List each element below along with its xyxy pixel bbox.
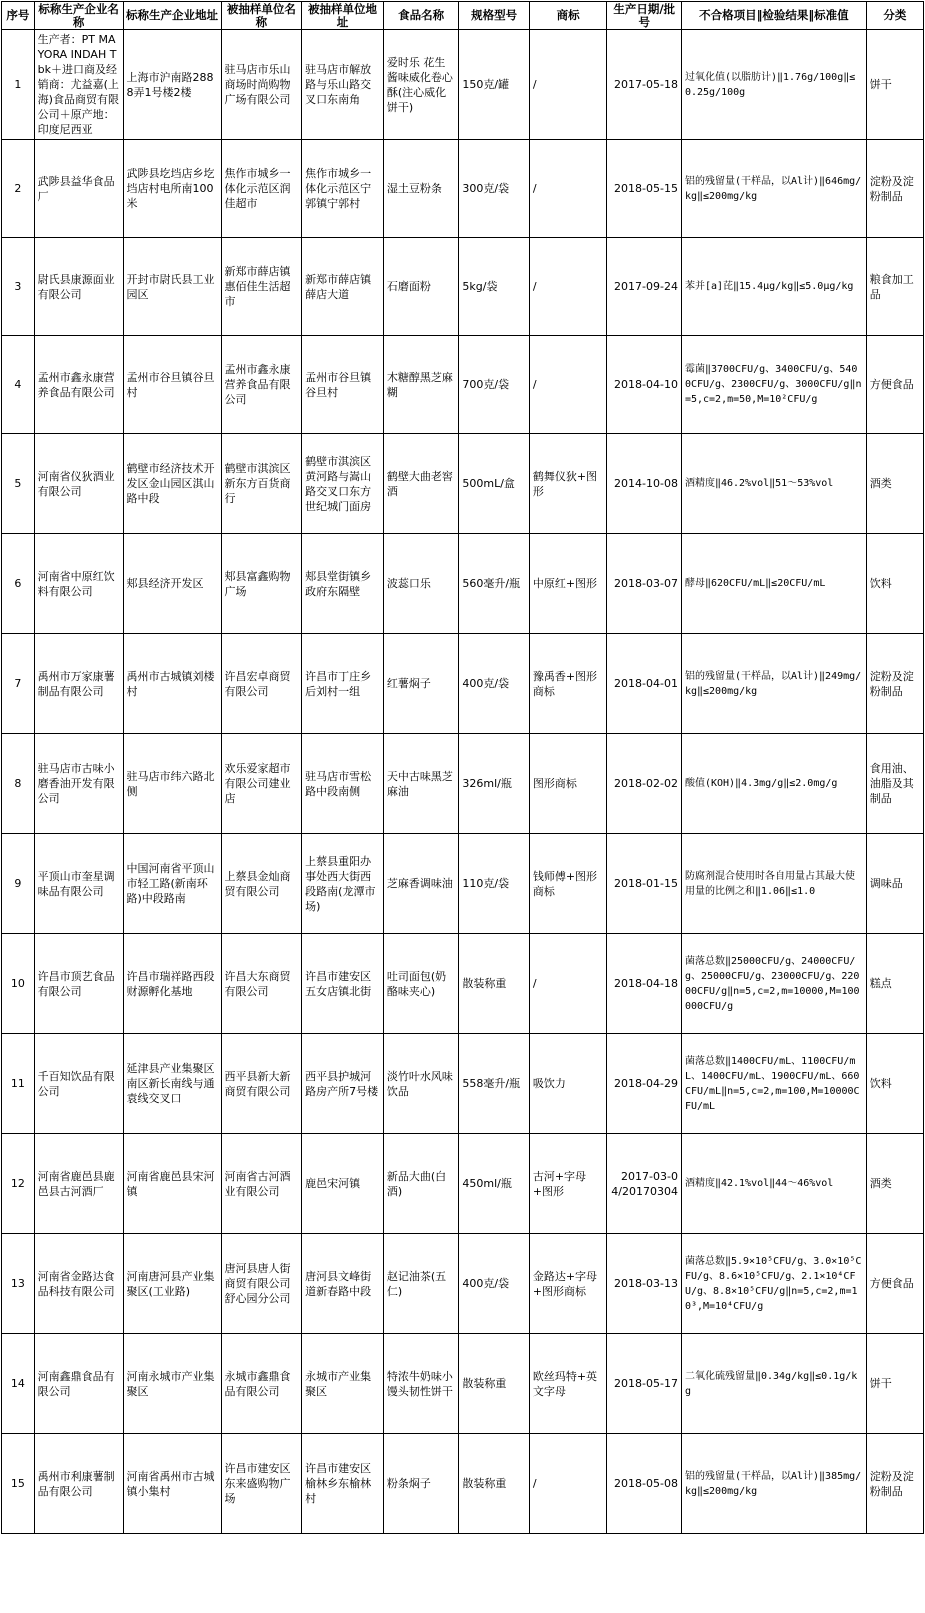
cell-index: 12: [2, 1134, 35, 1234]
cell-category: 酒类: [866, 434, 923, 534]
cell-sampled-unit-address: 西平县护城河路房产所7号楼: [302, 1034, 384, 1134]
cell-production-date: 2018-04-29: [607, 1034, 682, 1134]
cell-manufacturer: 千百知饮品有限公司: [34, 1034, 123, 1134]
table-row: [2, 934, 924, 1034]
cell-spec: 558毫升/瓶: [459, 1034, 529, 1134]
cell-failed-items: 铝的残留量(干样品，以Al计)‖385mg/kg‖≤200mg/kg: [681, 1434, 866, 1534]
cell-production-date: 2018-04-01: [607, 634, 682, 734]
table-row: [2, 534, 924, 634]
cell-failed-items: 霉菌‖3700CFU/g、3400CFU/g、5400CFU/g、2300CFU/g、3000CFU/g‖n=5,c=2,m=50,M=10²CFU/g: [681, 336, 866, 434]
cell-food-name: 湿土豆粉条: [383, 140, 459, 238]
cell-sampled-unit-address: 永城市产业集聚区: [302, 1334, 384, 1434]
cell-manufacturer-address: 河南唐河县产业集聚区(工业路): [123, 1234, 221, 1334]
cell-food-name: 赵记油茶(五仁): [383, 1234, 459, 1334]
cell-food-name: 粉条焖子: [383, 1434, 459, 1534]
cell-trademark: 欧丝玛特+英文字母: [529, 1334, 607, 1434]
cell-trademark: /: [529, 238, 607, 336]
cell-trademark: /: [529, 934, 607, 1034]
cell-failed-items: 酒精度‖46.2%vol‖51～53%vol: [681, 434, 866, 534]
cell-sampled-unit: 许昌大东商贸有限公司: [221, 934, 302, 1034]
cell-trademark: 吸饮力: [529, 1034, 607, 1134]
cell-index: 15: [2, 1434, 35, 1534]
cell-production-date: 2017-09-24: [607, 238, 682, 336]
cell-production-date: 2017-03-04/20170304: [607, 1134, 682, 1234]
header-trademark: 商标: [529, 2, 607, 30]
cell-sampled-unit-address: 驻马店市解放路与乐山路交叉口东南角: [302, 30, 384, 140]
cell-index: 1: [2, 30, 35, 140]
cell-failed-items: 苯并[a]芘‖15.4μg/kg‖≤5.0μg/kg: [681, 238, 866, 336]
cell-index: 3: [2, 238, 35, 336]
cell-spec: 560毫升/瓶: [459, 534, 529, 634]
header-food-name: 食品名称: [383, 2, 459, 30]
cell-failed-items: 酵母‖620CFU/mL‖≤20CFU/mL: [681, 534, 866, 634]
cell-index: 9: [2, 834, 35, 934]
cell-failed-items: 过氧化值(以脂肪计)‖1.76g/100g‖≤0.25g/100g: [681, 30, 866, 140]
header-manufacturer: 标称生产企业名称: [34, 2, 123, 30]
cell-production-date: 2018-03-13: [607, 1234, 682, 1334]
cell-food-name: 鹤壁大曲老窖酒: [383, 434, 459, 534]
table-row: [2, 834, 924, 934]
cell-manufacturer-address: 禹州市古城镇刘楼村: [123, 634, 221, 734]
cell-sampled-unit-address: 郏县堂街镇乡政府东隔壁: [302, 534, 384, 634]
cell-category: 方便食品: [866, 1234, 923, 1334]
cell-index: 2: [2, 140, 35, 238]
cell-food-name: 吐司面包(奶酪味夹心): [383, 934, 459, 1034]
cell-manufacturer-address: 河南永城市产业集聚区: [123, 1334, 221, 1434]
cell-trademark: 鹤舞仪狄+图形: [529, 434, 607, 534]
cell-manufacturer-address: 许昌市瑞祥路西段财源孵化基地: [123, 934, 221, 1034]
cell-spec: 700克/袋: [459, 336, 529, 434]
cell-index: 7: [2, 634, 35, 734]
cell-manufacturer-address: 驻马店市纬六路北侧: [123, 734, 221, 834]
cell-production-date: 2014-10-08: [607, 434, 682, 534]
cell-manufacturer-address: 河南省鹿邑县宋河镇: [123, 1134, 221, 1234]
cell-production-date: 2018-02-02: [607, 734, 682, 834]
cell-sampled-unit: 西平县新大新商贸有限公司: [221, 1034, 302, 1134]
cell-trademark: 金路达+字母+图形商标: [529, 1234, 607, 1334]
cell-failed-items: 铝的残留量(干样品，以Al计)‖646mg/kg‖≤200mg/kg: [681, 140, 866, 238]
cell-manufacturer: 平顶山市奎星调味品有限公司: [34, 834, 123, 934]
cell-sampled-unit: 郏县富鑫购物广场: [221, 534, 302, 634]
cell-sampled-unit-address: 许昌市丁庄乡后刘村一组: [302, 634, 384, 734]
table-row: [2, 634, 924, 734]
cell-manufacturer-address: 郏县经济开发区: [123, 534, 221, 634]
cell-category: 饼干: [866, 30, 923, 140]
header-failed-items: 不合格项目‖检验结果‖标准值: [681, 2, 866, 30]
cell-sampled-unit-address: 焦作市城乡一体化示范区宁郭镇宁郭村: [302, 140, 384, 238]
table-row: [2, 1234, 924, 1334]
cell-trademark: /: [529, 1434, 607, 1534]
cell-food-name: 红薯焖子: [383, 634, 459, 734]
cell-production-date: 2018-03-07: [607, 534, 682, 634]
sampling-results-table: [1, 1, 924, 1534]
cell-food-name: 特浓牛奶味小馒头韧性饼干: [383, 1334, 459, 1434]
cell-food-name: 淡竹叶水风味饮品: [383, 1034, 459, 1134]
cell-manufacturer-address: 孟州市谷旦镇谷旦村: [123, 336, 221, 434]
table-row: [2, 434, 924, 534]
cell-sampled-unit: 上蔡县金灿商贸有限公司: [221, 834, 302, 934]
cell-sampled-unit: 唐河县唐人街商贸有限公司舒心园分公司: [221, 1234, 302, 1334]
cell-sampled-unit: 鹤壁市淇滨区新东方百货商行: [221, 434, 302, 534]
table-row: [2, 1334, 924, 1434]
cell-index: 8: [2, 734, 35, 834]
cell-failed-items: 酒精度‖42.1%vol‖44～46%vol: [681, 1134, 866, 1234]
cell-food-name: 木糖醇黑芝麻糊: [383, 336, 459, 434]
cell-sampled-unit: 许昌市建安区东来盛购物广场: [221, 1434, 302, 1534]
cell-index: 6: [2, 534, 35, 634]
cell-manufacturer: 禹州市利康薯制品有限公司: [34, 1434, 123, 1534]
cell-sampled-unit-address: 许昌市建安区榆林乡东榆林村: [302, 1434, 384, 1534]
cell-failed-items: 铝的残留量(干样品，以Al计)‖249mg/kg‖≤200mg/kg: [681, 634, 866, 734]
cell-sampled-unit: 河南省古河酒业有限公司: [221, 1134, 302, 1234]
cell-index: 13: [2, 1234, 35, 1334]
cell-trademark: /: [529, 30, 607, 140]
header-index: 序号: [2, 2, 35, 30]
cell-failed-items: 菌落总数‖1400CFU/mL、1100CFU/mL、1400CFU/mL、1900CFU/mL、660CFU/mL‖n=5,c=2,m=100,M=10000CFU/mL: [681, 1034, 866, 1134]
cell-trademark: /: [529, 140, 607, 238]
cell-manufacturer: 河南省鹿邑县鹿邑县古河酒厂: [34, 1134, 123, 1234]
header-sampled-unit-address: 被抽样单位地址: [302, 2, 384, 30]
cell-index: 11: [2, 1034, 35, 1134]
cell-trademark: 钱师傅+图形商标: [529, 834, 607, 934]
cell-production-date: 2018-04-18: [607, 934, 682, 1034]
cell-manufacturer-address: 开封市尉氏县工业园区: [123, 238, 221, 336]
cell-trademark: 中原红+图形: [529, 534, 607, 634]
cell-failed-items: 二氧化硫残留量‖0.34g/kg‖≤0.1g/kg: [681, 1334, 866, 1434]
cell-spec: 300克/袋: [459, 140, 529, 238]
cell-category: 饼干: [866, 1334, 923, 1434]
cell-manufacturer: 河南鑫鼎食品有限公司: [34, 1334, 123, 1434]
table-row: [2, 734, 924, 834]
cell-production-date: 2018-05-17: [607, 1334, 682, 1434]
cell-food-name: 波蕊口乐: [383, 534, 459, 634]
cell-category: 饮料: [866, 534, 923, 634]
cell-production-date: 2017-05-18: [607, 30, 682, 140]
cell-sampled-unit: 许昌宏卓商贸有限公司: [221, 634, 302, 734]
cell-spec: 326ml/瓶: [459, 734, 529, 834]
header-category: 分类: [866, 2, 923, 30]
cell-manufacturer: 河南省中原红饮料有限公司: [34, 534, 123, 634]
cell-sampled-unit: 焦作市城乡一体化示范区润佳超市: [221, 140, 302, 238]
cell-failed-items: 酸值(KOH)‖4.3mg/g‖≤2.0mg/g: [681, 734, 866, 834]
cell-sampled-unit: 欢乐爱家超市有限公司建业店: [221, 734, 302, 834]
cell-index: 4: [2, 336, 35, 434]
cell-spec: 500mL/盒: [459, 434, 529, 534]
cell-food-name: 天中古味黑芝麻油: [383, 734, 459, 834]
cell-sampled-unit-address: 鹤壁市淇滨区黄河路与嵩山路交叉口东方世纪城门面房: [302, 434, 384, 534]
cell-manufacturer-address: 武陟县圪垱店乡圪垱店村电所南100米: [123, 140, 221, 238]
cell-failed-items: 菌落总数‖5.9×10⁵CFU/g、3.0×10⁵CFU/g、8.6×10⁵CFU/g、2.1×10⁴CFU/g、8.8×10⁵CFU/g‖n=5,c=2,m=10³,M=10⁴CFU/g: [681, 1234, 866, 1334]
cell-index: 10: [2, 934, 35, 1034]
cell-production-date: 2018-05-15: [607, 140, 682, 238]
cell-failed-items: 防腐剂混合使用时各自用量占其最大使用量的比例之和‖1.06‖≤1.0: [681, 834, 866, 934]
table-row: [2, 1134, 924, 1234]
cell-sampled-unit-address: 驻马店市雪松路中段南侧: [302, 734, 384, 834]
cell-trademark: 豫禹香+图形商标: [529, 634, 607, 734]
cell-manufacturer: 武陟县益华食品厂: [34, 140, 123, 238]
cell-manufacturer: 驻马店市古味小磨香油开发有限公司: [34, 734, 123, 834]
cell-spec: 400克/袋: [459, 1234, 529, 1334]
header-manufacturer-address: 标称生产企业地址: [123, 2, 221, 30]
cell-sampled-unit-address: 唐河县文峰街道新春路中段: [302, 1234, 384, 1334]
cell-index: 5: [2, 434, 35, 534]
cell-category: 饮料: [866, 1034, 923, 1134]
cell-sampled-unit-address: 鹿邑宋河镇: [302, 1134, 384, 1234]
cell-manufacturer-address: 中国河南省平顶山市轻工路(新南环路)中段路南: [123, 834, 221, 934]
header-production-date: 生产日期/批号: [607, 2, 682, 30]
cell-production-date: 2018-04-10: [607, 336, 682, 434]
cell-sampled-unit-address: 新郑市薛店镇薛店大道: [302, 238, 384, 336]
cell-manufacturer: 河南省仪狄酒业有限公司: [34, 434, 123, 534]
cell-spec: 110克/袋: [459, 834, 529, 934]
cell-trademark: /: [529, 336, 607, 434]
cell-trademark: 图形商标: [529, 734, 607, 834]
cell-food-name: 芝麻香调味油: [383, 834, 459, 934]
cell-spec: 5kg/袋: [459, 238, 529, 336]
cell-manufacturer-address: 河南省禹州市古城镇小集村: [123, 1434, 221, 1534]
cell-sampled-unit-address: 许昌市建安区五女店镇北街: [302, 934, 384, 1034]
cell-category: 方便食品: [866, 336, 923, 434]
cell-manufacturer-address: 延津县产业集聚区南区新长南线与通袁线交叉口: [123, 1034, 221, 1134]
cell-category: 糕点: [866, 934, 923, 1034]
cell-manufacturer-address: 上海市沪南路2888弄1号楼2楼: [123, 30, 221, 140]
cell-food-name: 石磨面粉: [383, 238, 459, 336]
cell-category: 调味品: [866, 834, 923, 934]
cell-spec: 散装称重: [459, 934, 529, 1034]
cell-sampled-unit-address: 上蔡县重阳办事处西大街西段路南(龙潭市场): [302, 834, 384, 934]
cell-category: 食用油、油脂及其制品: [866, 734, 923, 834]
cell-trademark: 古河+字母+图形: [529, 1134, 607, 1234]
cell-food-name: 爱时乐 花生酱味威化卷心酥(注心威化饼干): [383, 30, 459, 140]
cell-food-name: 新品大曲(白酒): [383, 1134, 459, 1234]
cell-spec: 散装称重: [459, 1334, 529, 1434]
cell-production-date: 2018-01-15: [607, 834, 682, 934]
table-row: [2, 30, 924, 140]
cell-production-date: 2018-05-08: [607, 1434, 682, 1534]
cell-spec: 450ml/瓶: [459, 1134, 529, 1234]
cell-category: 淀粉及淀粉制品: [866, 1434, 923, 1534]
cell-sampled-unit-address: 孟州市谷旦镇谷旦村: [302, 336, 384, 434]
cell-sampled-unit: 新郑市薛店镇惠佰佳生活超市: [221, 238, 302, 336]
cell-index: 14: [2, 1334, 35, 1434]
table-row: [2, 336, 924, 434]
table-row: [2, 1034, 924, 1134]
cell-spec: 150克/罐: [459, 30, 529, 140]
cell-manufacturer: 生产者：PT MAYORA INDAH Tbk＋进口商及经销商：尤益嘉(上海)食品商贸有限公司＋原产地：印度尼西亚: [34, 30, 123, 140]
cell-sampled-unit: 永城市鑫鼎食品有限公司: [221, 1334, 302, 1434]
cell-manufacturer: 孟州市鑫永康营养食品有限公司: [34, 336, 123, 434]
header-row: [2, 2, 924, 30]
cell-manufacturer: 禹州市万家康薯制品有限公司: [34, 634, 123, 734]
cell-sampled-unit: 孟州市鑫永康营养食品有限公司: [221, 336, 302, 434]
header-spec: 规格型号: [459, 2, 529, 30]
table-row: [2, 238, 924, 336]
cell-manufacturer: 尉氏县康源面业有限公司: [34, 238, 123, 336]
cell-failed-items: 菌落总数‖25000CFU/g、24000CFU/g、25000CFU/g、23000CFU/g、22000CFU/g‖n=5,c=2,m=10000,M=100000CFU/g: [681, 934, 866, 1034]
table-row: [2, 140, 924, 238]
cell-spec: 散装称重: [459, 1434, 529, 1534]
cell-category: 酒类: [866, 1134, 923, 1234]
cell-manufacturer-address: 鹤壁市经济技术开发区金山园区淇山路中段: [123, 434, 221, 534]
cell-category: 淀粉及淀粉制品: [866, 140, 923, 238]
cell-category: 粮食加工品: [866, 238, 923, 336]
cell-manufacturer: 河南省金路达食品科技有限公司: [34, 1234, 123, 1334]
cell-category: 淀粉及淀粉制品: [866, 634, 923, 734]
cell-manufacturer: 许昌市顶艺食品有限公司: [34, 934, 123, 1034]
table-row: [2, 1434, 924, 1534]
header-sampled-unit: 被抽样单位名称: [221, 2, 302, 30]
cell-sampled-unit: 驻马店市乐山商场时尚购物广场有限公司: [221, 30, 302, 140]
cell-spec: 400克/袋: [459, 634, 529, 734]
